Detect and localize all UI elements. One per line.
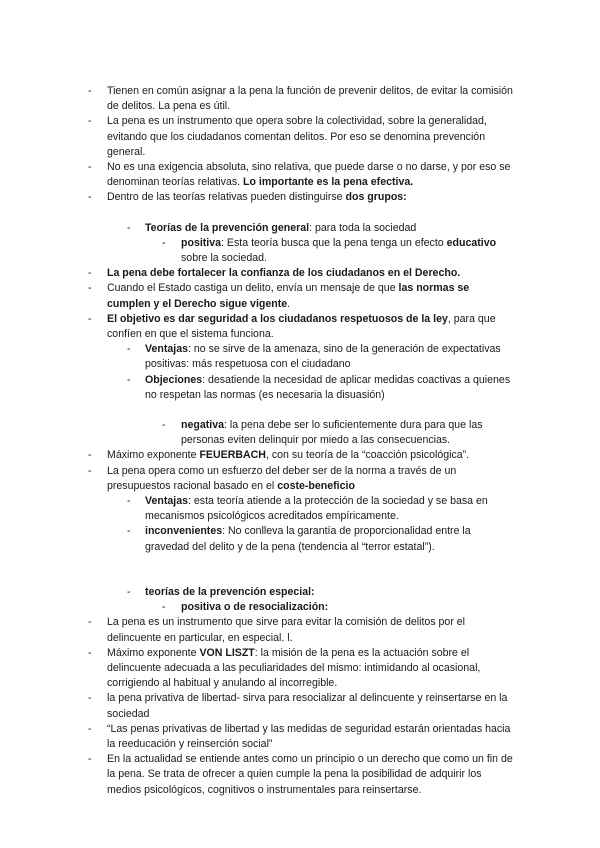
text-run: , con su teoría de la “coacción psicológica”. <box>265 449 470 462</box>
spacer <box>0 403 600 418</box>
bold-text: Teorías de la prevención general <box>145 221 310 234</box>
bullet-dash: - <box>127 373 131 386</box>
bold-text: VON LISZT <box>199 646 255 659</box>
bullet-item <box>0 312 600 342</box>
bullet-item <box>0 448 600 463</box>
bold-text: educativo <box>446 236 497 249</box>
bold-text: positiva o de resocialización: <box>181 601 329 614</box>
bullet-dash: - <box>88 115 92 128</box>
bold-text: positiva <box>181 236 222 249</box>
bullet-item <box>0 373 600 403</box>
bullet-text <box>145 342 514 372</box>
bullet-dash: - <box>88 753 92 766</box>
bullet-dash: - <box>162 419 166 432</box>
bullet-text <box>107 691 514 721</box>
bullet-dash: - <box>88 312 92 325</box>
bullet-dash: - <box>127 525 131 538</box>
bullet-item <box>0 281 600 311</box>
bold-text: teorías de la prevención especial: <box>145 585 315 598</box>
bullet-item <box>0 236 600 266</box>
bold-text: Ventajas <box>145 495 188 508</box>
bullet-item <box>0 160 600 190</box>
bullet-dash: - <box>127 221 131 234</box>
bold-text: La pena debe fortalecer la confianza de los ciudadanos en el Derecho. <box>107 267 461 280</box>
bullet-text <box>107 281 514 311</box>
bold-text: las normas se cumplen y el Derecho sigue vigente <box>107 282 470 310</box>
bullet-text <box>107 84 514 114</box>
text-run: Dentro de las teorías relativas pueden distinguirse <box>107 191 346 204</box>
bullet-dash: - <box>88 692 92 705</box>
text-run: la pena privativa de libertad- sirva para resocializar al delincuente y reinsertarse en la sociedad <box>107 692 508 720</box>
text-run: La pena es un instrumento que opera sobre la colectividad, sobre la generalidad, evitando que los ciudadanos comentan delitos. Por eso se denomina prevención general. <box>107 115 487 158</box>
spacer <box>0 206 600 221</box>
text-run: La pena opera como un esfuerzo del deber ser de la norma a través de un presupuestos racional basado en el <box>107 464 457 492</box>
bullet-text <box>107 190 514 205</box>
bullet-text <box>145 494 514 524</box>
bullet-item <box>0 114 600 160</box>
text-run: sobre la sociedad. <box>181 252 267 265</box>
bullet-item <box>0 752 600 798</box>
bullet-dash: - <box>127 585 131 598</box>
bullet-item <box>0 600 600 615</box>
text-run: “Las penas privativas de libertad y las medidas de seguridad estarán orientadas hacia la reeducación y reinserción social” <box>107 722 511 750</box>
bullet-item <box>0 615 600 645</box>
bullet-item <box>0 585 600 600</box>
bold-text: negativa <box>181 419 224 432</box>
bold-text: Ventajas <box>145 343 188 356</box>
bullet-item <box>0 266 600 281</box>
bullet-text <box>145 373 514 403</box>
text-run: : No conlleva la garantía de proporcionalidad entre la gravedad del delito y de la pena (tendencia al “terror estatal”). <box>145 525 471 553</box>
bullet-dash: - <box>88 161 92 174</box>
text-run: Máximo exponente <box>107 646 200 659</box>
text-run: : esta teoría atiende a la protección de la sociedad y se basa en mecanismos psicológicos acreditados empíricamente. <box>145 495 488 523</box>
bold-text: El objetivo es dar seguridad a los ciudadanos respetuosos de la ley <box>107 312 448 325</box>
text-run: : Esta teoría busca que la pena tenga un efecto <box>221 236 447 249</box>
document-body <box>0 84 600 798</box>
bullet-text <box>107 464 514 494</box>
bullet-item <box>0 524 600 554</box>
text-run: : no se sirve de la amenaza, sino de la generación de expectativas positivas: más respetuosa con el ciudadano <box>145 343 501 371</box>
bullet-text <box>145 524 514 554</box>
bullet-dash: - <box>88 191 92 204</box>
text-run: La pena es un instrumento que sirve para evitar la comisión de delitos por el delincuente en particular, en especial. l. <box>107 616 466 644</box>
bullet-item <box>0 190 600 205</box>
bullet-text <box>107 752 514 798</box>
bold-text: Lo importante es la pena efectiva. <box>243 176 414 189</box>
text-run: : para toda la sociedad <box>309 221 417 234</box>
bullet-dash: - <box>88 646 92 659</box>
bullet-text <box>107 114 514 160</box>
bullet-dash: - <box>88 464 92 477</box>
text-run: : desatiende la necesidad de aplicar medidas coactivas a quienes no respetan las normas (es necesaria la disuasión) <box>145 373 511 401</box>
bullet-text <box>107 615 514 645</box>
bold-text: inconvenientes <box>145 525 223 538</box>
bullet-dash: - <box>88 616 92 629</box>
bullet-item <box>0 494 600 524</box>
text-run: : la misión de la pena es la actuación sobre el delincuente adecuada a las peculiaridades del mismo: intimidando al ocasional, corrigiendo al habitual y anulando al incorregible. <box>107 646 481 690</box>
bold-text: Objeciones <box>145 373 203 386</box>
bullet-item <box>0 646 600 692</box>
text-run: No es una exigencia absoluta, sino relativa, que puede darse o no darse, y por eso se denominan teorías relativas. <box>107 161 511 189</box>
text-run: Máximo exponente <box>107 449 200 462</box>
text-run: : la pena debe ser lo suficientemente dura para que las personas eviten delinquir por miedo a las consecuencias. <box>181 419 483 447</box>
bullet-text <box>145 221 514 236</box>
bold-text: FEUERBACH <box>199 449 266 462</box>
text-run: , para que confíen en que el sistema funciona. <box>107 312 496 341</box>
bullet-dash: - <box>88 85 92 97</box>
bullet-dash: - <box>127 495 131 508</box>
bullet-dash: - <box>88 282 92 295</box>
bullet-text <box>107 722 514 752</box>
bullet-text <box>181 236 514 266</box>
bullet-dash: - <box>88 722 92 735</box>
bullet-item <box>0 221 600 236</box>
bullet-item <box>0 342 600 372</box>
text-run: Tienen en común asignar a la pena la función de prevenir delitos, de evitar la comisión de delitos. La pena es útil. <box>107 85 513 113</box>
bullet-text <box>107 312 514 342</box>
bullet-text <box>107 160 514 190</box>
bold-text: coste-beneficio <box>277 479 355 492</box>
spacer <box>0 555 600 585</box>
bullet-text <box>107 646 514 692</box>
bullet-text <box>107 266 514 281</box>
bullet-dash: - <box>127 343 131 356</box>
text-run: En la actualidad se entiende antes como un principio o un derecho que como un fin de la pena. Se trata de ofrecer a quien cumple la pena la posibilidad de adquirir los medios psicológicos, cognitivos o instrumentales para reinsertarse. <box>107 753 513 796</box>
bullet-text <box>181 418 514 448</box>
bullet-dash: - <box>88 267 92 280</box>
bullet-dash: - <box>162 601 166 614</box>
bullet-item <box>0 418 600 448</box>
bullet-text <box>145 585 514 600</box>
bullet-item <box>0 84 600 114</box>
bullet-item <box>0 691 600 721</box>
bullet-dash: - <box>88 449 92 462</box>
bold-text: dos grupos: <box>345 191 407 204</box>
bullet-item <box>0 464 600 494</box>
text-run: . <box>287 297 291 310</box>
bullet-text <box>107 448 514 463</box>
bullet-dash: - <box>162 236 166 249</box>
text-run: Cuando el Estado castiga un delito, envía un mensaje de que <box>107 282 399 295</box>
bullet-item <box>0 722 600 752</box>
bullet-text <box>181 600 514 615</box>
